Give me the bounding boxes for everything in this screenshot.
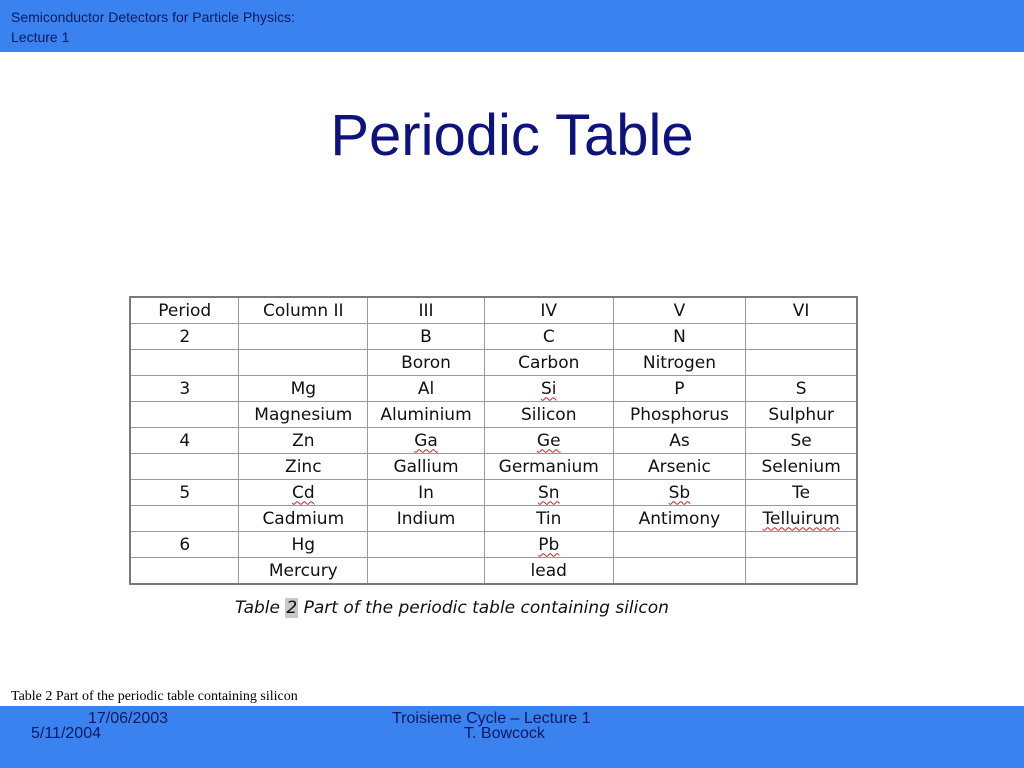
table-cell (130, 506, 239, 532)
footer-original-date: 17/06/2003 (88, 710, 169, 727)
periodic-table (129, 296, 858, 585)
table-cell (130, 454, 239, 480)
table-cell (484, 376, 613, 402)
table-cell: lead (484, 558, 613, 585)
table-cell (368, 558, 485, 585)
table-cell: P (613, 376, 746, 402)
table-cell: 5 (130, 480, 239, 506)
table-cell (484, 428, 613, 454)
table-row (130, 558, 857, 585)
caption-number: 2 (286, 598, 298, 618)
table-row (130, 480, 857, 506)
header-column-iv: IV (484, 297, 613, 324)
table-cell: Nitrogen (613, 350, 746, 376)
table-cell: Carbon (484, 350, 613, 376)
header-title: Semiconductor Detectors for Particle Physics: Lecture 1 (11, 9, 295, 45)
table-cell (239, 324, 368, 350)
table-cell: Cadmium (239, 506, 368, 532)
table-cell: Boron (368, 350, 485, 376)
table-cell: 6 (130, 532, 239, 558)
table-cell: N (613, 324, 746, 350)
table-cell: As (613, 428, 746, 454)
spellcheck-underlined-text: Ge (536, 430, 561, 451)
slide-note: Table 2 Part of the periodic table containing silicon (11, 689, 298, 704)
spellcheck-underlined-text: Sb (668, 482, 691, 503)
table-cell: 4 (130, 428, 239, 454)
header-period: Period (130, 297, 239, 324)
spellcheck-underlined-text: Cd (291, 482, 315, 503)
table-cell: S (746, 376, 857, 402)
table-cell (746, 532, 857, 558)
table-cell: Zn (239, 428, 368, 454)
table-cell (130, 402, 239, 428)
table-cell (130, 558, 239, 585)
table-cell (239, 350, 368, 376)
table-cell (239, 480, 368, 506)
table-cell: Indium (368, 506, 485, 532)
table-cell (130, 350, 239, 376)
footer-course: Troisieme Cycle – Lecture 1 (392, 710, 591, 727)
table-cell (746, 324, 857, 350)
table-cell (613, 558, 746, 585)
table-cell (368, 532, 485, 558)
table-cell: 2 (130, 324, 239, 350)
table-cell: Magnesium (239, 402, 368, 428)
header-column-v: V (613, 297, 746, 324)
page-title: Periodic Table (330, 103, 694, 168)
table-cell (613, 480, 746, 506)
periodic-table-figure (129, 296, 859, 585)
table-cell: Arsenic (613, 454, 746, 480)
caption-text: Part of the periodic table containing silicon (298, 598, 669, 618)
table-row (130, 324, 857, 350)
table-cell: C (484, 324, 613, 350)
table-cell: Zinc (239, 454, 368, 480)
table-cell: Mercury (239, 558, 368, 585)
table-cell: Sulphur (746, 402, 857, 428)
table-caption (235, 598, 669, 618)
table-row (130, 428, 857, 454)
table-cell (484, 532, 613, 558)
table-cell: Antimony (613, 506, 746, 532)
spellcheck-underlined-text: Sn (537, 482, 560, 503)
footer-date: 5/11/2004 (31, 725, 101, 742)
table-cell: B (368, 324, 485, 350)
header-column-iii: III (368, 297, 485, 324)
spellcheck-underlined-text: Si (540, 378, 557, 399)
table-cell (484, 480, 613, 506)
table-cell (613, 532, 746, 558)
spellcheck-underlined-text: Ga (414, 430, 438, 451)
spellcheck-underlined-text: Telluirum (762, 508, 840, 529)
table-cell: 3 (130, 376, 239, 402)
table-row (130, 402, 857, 428)
table-cell: Gallium (368, 454, 485, 480)
table-cell: Selenium (746, 454, 857, 480)
table-cell (746, 558, 857, 585)
header-column-vi: VI (746, 297, 857, 324)
table-cell (368, 428, 485, 454)
table-row (130, 532, 857, 558)
table-cell: Tin (484, 506, 613, 532)
table-row (130, 350, 857, 376)
header-column-ii: Column II (239, 297, 368, 324)
spellcheck-underlined-text: Pb (538, 534, 560, 555)
table-cell: In (368, 480, 485, 506)
table-cell: Mg (239, 376, 368, 402)
footer-author: T. Bowcock (464, 725, 545, 742)
table-cell: Germanium (484, 454, 613, 480)
table-cell: Te (746, 480, 857, 506)
caption-prefix: Table (235, 598, 286, 618)
table-cell: Aluminium (368, 402, 485, 428)
table-row (130, 376, 857, 402)
table-cell: Silicon (484, 402, 613, 428)
table-cell (746, 350, 857, 376)
table-header-row (130, 297, 857, 324)
table-cell: Hg (239, 532, 368, 558)
table-cell: Al (368, 376, 485, 402)
table-row (130, 454, 857, 480)
table-row (130, 506, 857, 532)
table-cell: Se (746, 428, 857, 454)
table-cell (746, 506, 857, 532)
table-cell: Phosphorus (613, 402, 746, 428)
